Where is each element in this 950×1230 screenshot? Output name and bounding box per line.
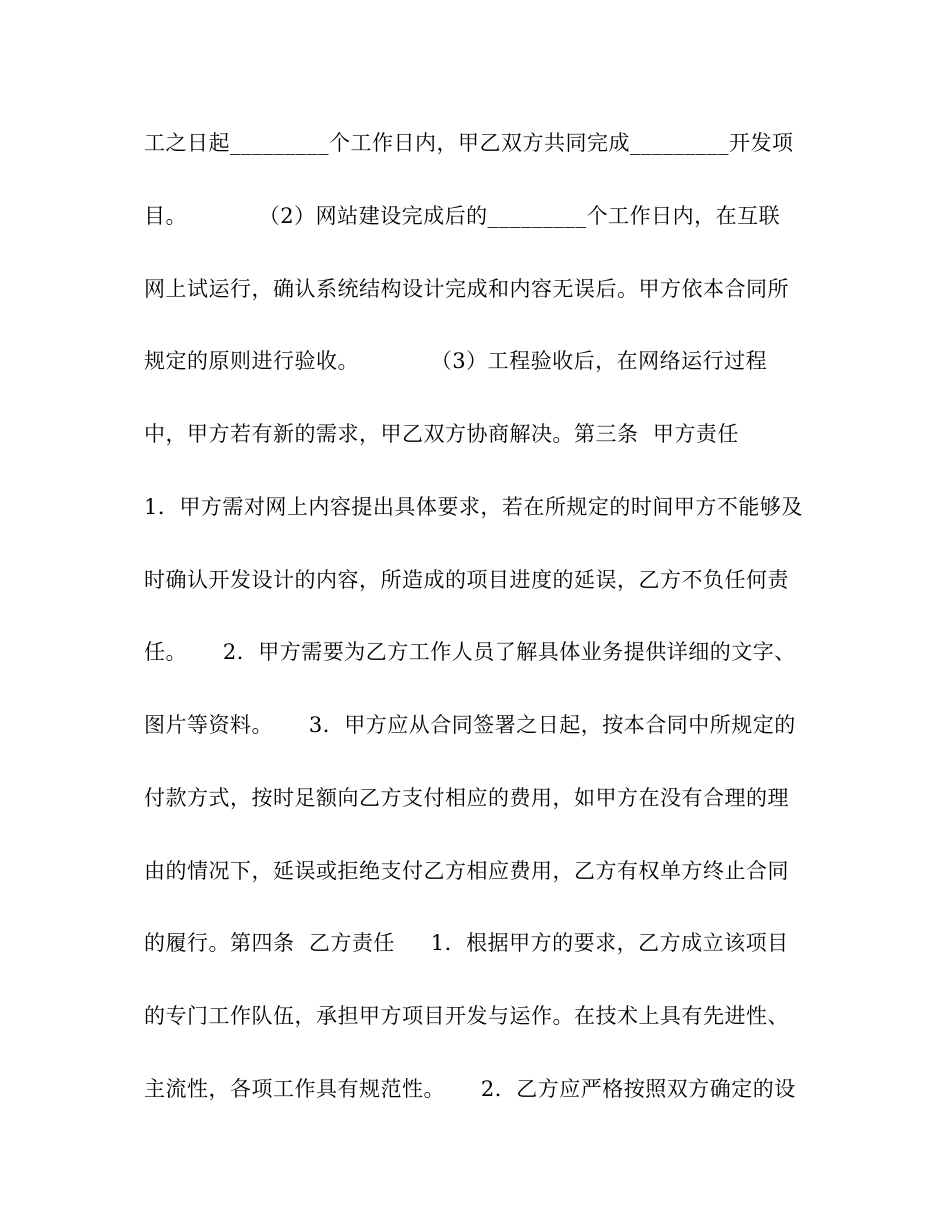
text-line: 由的情况下，延误或拒绝支付乙方相应费用，乙方有权单方终止合同 — [144, 859, 789, 883]
text-line: 目。 （2）网站建设完成后的_________个工作日内，在互联 — [144, 204, 781, 228]
text-line: 付款方式，按时足额向乙方支付相应的费用，如甲方在没有合理的理 — [144, 786, 789, 810]
text-line: 主流性，各项工作具有规范性。 2．乙方应严格按照双方确定的设 — [144, 1077, 796, 1101]
text-line: 网上试运行，确认系统结构设计完成和内容无误后。甲方依本合同所 — [144, 277, 789, 301]
text-line: 的履行。第四条 乙方责任 1．根据甲方的要求，乙方成立该项目 — [144, 931, 789, 955]
text-line: 1．甲方需对网上内容提出具体要求，若在所规定的时间甲方不能够及 — [144, 495, 803, 519]
text-line: 时确认开发设计的内容，所造成的项目进度的延误，乙方不负任何责 — [144, 568, 789, 592]
text-line: 图片等资料。 3．甲方应从合同签署之日起，按本合同中所规定的 — [144, 713, 796, 737]
text-line: 规定的原则进行验收。 （3）工程验收后，在网络运行过程 — [144, 349, 768, 373]
text-line: 的专门工作队伍，承担甲方项目开发与运作。在技术上具有先进性、 — [144, 1004, 789, 1028]
text-line: 中，甲方若有新的需求，甲乙双方协商解决。第三条 甲方责任 — [144, 422, 739, 446]
text-line: 工之日起_________个工作日内，甲乙双方共同完成_________开发项 — [144, 131, 794, 155]
text-line: 任。 2．甲方需要为乙方工作人员了解具体业务提供详细的文字、 — [144, 640, 796, 664]
